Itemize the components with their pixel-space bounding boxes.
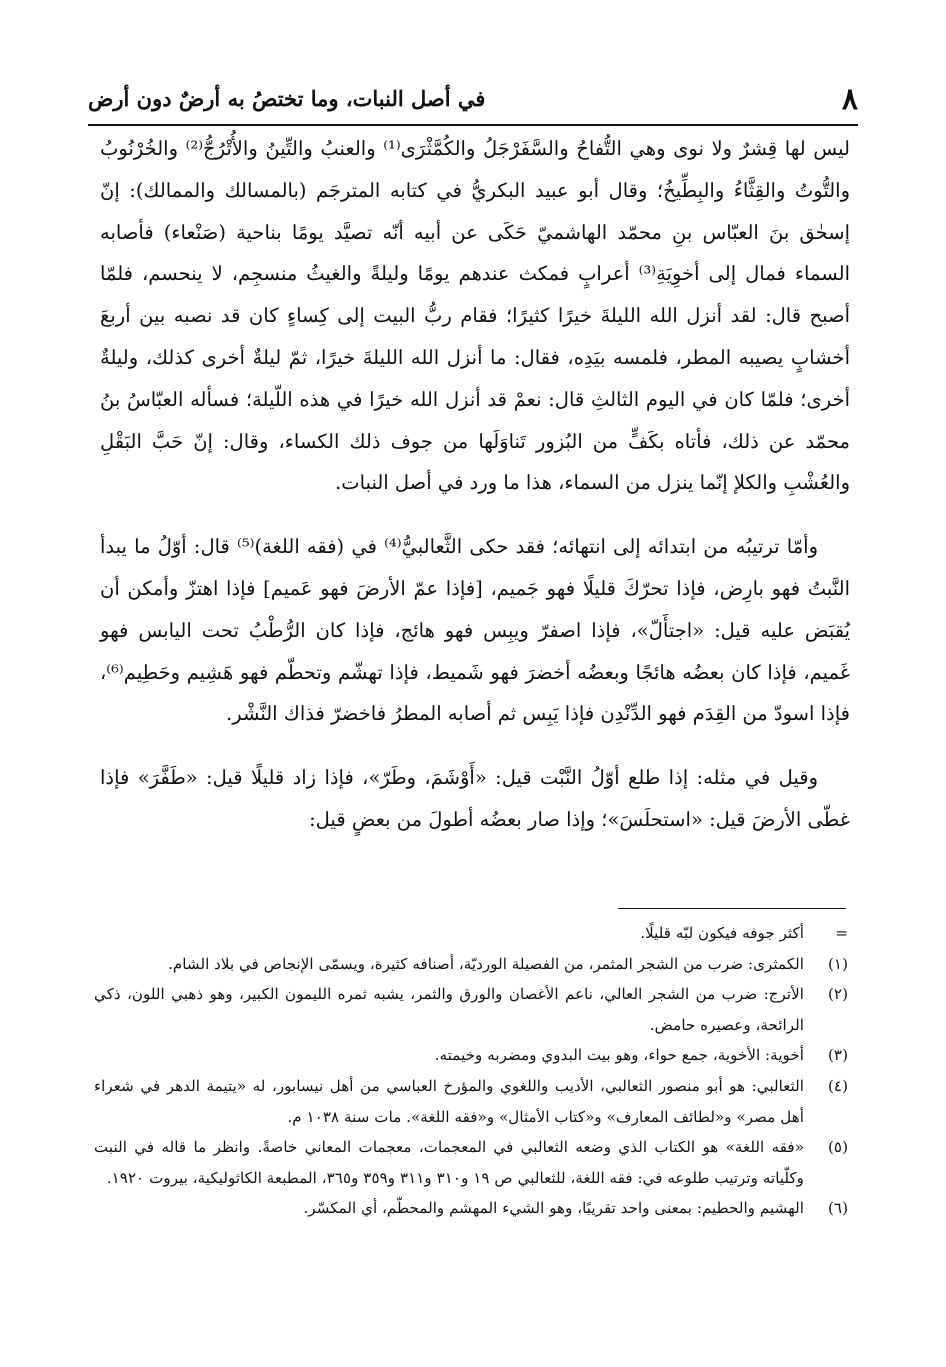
footnote-text: الكمثرى: ضرب من الشجر المثمر، من الفصيلة الورديّة، أصنافه كثيرة، ويسمّى الإنجاص في بلاد الشام. xyxy=(168,954,804,973)
running-title: في أصل النبات، وما تختصُ به أرضٌ دون أرض xyxy=(88,86,486,111)
footnote-number: (٢) xyxy=(827,985,848,1004)
footnote-number: (٤) xyxy=(827,1076,848,1095)
paragraph: ليس لها قِشرٌ ولا نوى وهي التُّفاحُ والسَّفَرْجَلُ والكُمَّثْرَى⁽¹⁾ والعنبُ والتِّينُ والأُتْرُجُّ⁽²⁾ والخُرْنُوبُ والتُّوتُ والقِثَّاءُ والبِطِّيخُ؛ وقال أبو عبيد البكريُّ في كتابه المترجَم (بالمسالك والممالك): إنّ إسحٰق بنَ العبّاس بنِ محمّد الهاشميّ حَكَى عن أبيه أنّه تصيَّد يومًا بناحية (صَنْعاء) فأصابه السماء فمال إلى أخوِيَةِ⁽³⁾ أعرابٍ فمكث عندهم يومًا وليلةً والغيثُ منسجِم، لا ينحسم، فلمّا أصبح قال: لقد أنزل الله الليلةَ خيرًا كثيرًا؛ فقام ربُّ البيت إلى كِساءٍ كان قد نصبه بين أربعَ أخشابٍ يصيبه المطر، فلمسه بيَدِه، فقال: ما أنزل الله الليلةَ خيرًا، ثمّ ليلةٌ أخرى كذلك، وليلةٌ أخرى؛ فلمّا كان في اليوم الثالثِ قال: نعمْ قد أنزل الله خيرًا في هذه اللّيلة؛ فسأله العبّاسُ بنُ محمّد عن ذلك، فأتاه بكَفٍّ من البُزور تَناوَلَها من جوف ذلك الكساء، وقال: إنّ حَبَّ البَقْلِ والعُشْبِ والكلإ إنّما ينزل من السماء، هذا ما ورد في أصل النبات. xyxy=(100,137,850,495)
page-header xyxy=(88,78,858,122)
footnote xyxy=(94,918,848,949)
footnote xyxy=(94,1193,848,1224)
footnote xyxy=(94,1132,848,1193)
footnote-text: أكثر جوفه فيكون لبّه قليلًا. xyxy=(640,924,804,942)
paragraph: وأمّا ترتيبُه من ابتدائه إلى انتهائه؛ فقد حكى الثَّعالبيُّ⁽⁴⁾ في (فقه اللغة)⁽⁵⁾ قال: أوّلُ ما يبدأ النَّبتُ فهو بارِض، فإذا تحرّكَ قليلًا فهو جَميم، [فإذا عمّ الأرضَ فهو عَميم] فإذا اهتزّ وأمكن أن يُقبَض عليه قيل: «اجتأَلّ»، فإذا اصفرّ ويبِس فهو هائج، فإذا كان الرُّطْبُ تحت اليابس فهو غَميم، فإذا كان بعضُه هائجًا وبعضُه أخضرَ فهو شَميط، فإذا تهشّم وتحطّم فهو هَشِيم وحَطِيم⁽⁶⁾، فإذا اسودّ من القِدَم فهو الدِّنْدِن فإذا يَبِس ثم أصابه المطرُ فاخضرّ فذاك النَّشْر. xyxy=(100,535,850,726)
footnote-text: الأترج: ضرب من الشجر العالي، ناعم الأغصان والورق والثمر، يشبه ثمره الليمون الكبير، وهو ذهبي اللون، ذكي الرائحة، وعصيره حامض. xyxy=(94,985,804,1034)
footnote-number: (١) xyxy=(827,954,848,973)
footnote-marker: = xyxy=(835,924,848,942)
page-number: ٨ xyxy=(841,82,858,117)
footnote-rule xyxy=(618,908,846,909)
footnote xyxy=(94,1040,848,1071)
header-rule xyxy=(88,124,858,126)
footnotes xyxy=(94,918,848,1224)
footnote xyxy=(94,949,848,980)
paragraph: وقيل في مثله: إذا طلع أوّلُ النَّبْت قيل: «أَوْشَمَ، وطَرّ»، فإذا زاد قليلًا قيل: «طَفَّرَ» فإذا غطّى الأرضَ قيل: «استحلَسَ»؛ وإذا صار بعضُه أطولَ من بعضٍ قيل: xyxy=(100,766,850,831)
footnote xyxy=(94,979,848,1040)
footnote-text: الهشيم والحطيم: بمعنى واحد تقريبًا، وهو الشيء المهشم والمحطّم، أي المكسّر. xyxy=(303,1199,804,1218)
footnote-number: (٣) xyxy=(827,1046,848,1065)
main-text xyxy=(100,128,850,841)
footnote-number: (٦) xyxy=(827,1199,848,1218)
footnote xyxy=(94,1071,848,1132)
footnote-text: «فقه اللغة» هو الكتاب الذي وضعه الثعالبي في المعجمات، معجمات المعاني خاصةً. وانظر ما قاله في النبت وكلّياته وترتيب طلوعه في: فقه اللغة، للثعالبي ص ١٩ و٣١٠ و٣١١ و٣٥٩ و٣٦٥، المطبعة الكاثوليكية، بيروت ١٩٢٠. xyxy=(94,1138,804,1187)
footnote-text: أخوية: الأخوية، جمع حواء، وهو بيت البدوي ومضربه وخيمته. xyxy=(434,1046,804,1065)
footnote-number: (٥) xyxy=(827,1138,848,1157)
footnote-text: الثعالبي: هو أبو منصور الثعالبي، الأديب واللغوي والمؤرخ العباسي من أهل نيسابور، له «يتيمة الدهر في شعراء أهل مصر» و«لطائف المعارف» و«كتاب الأمثال» و«فقه اللغة». مات سنة ١٠٣٨ م. xyxy=(94,1076,804,1126)
